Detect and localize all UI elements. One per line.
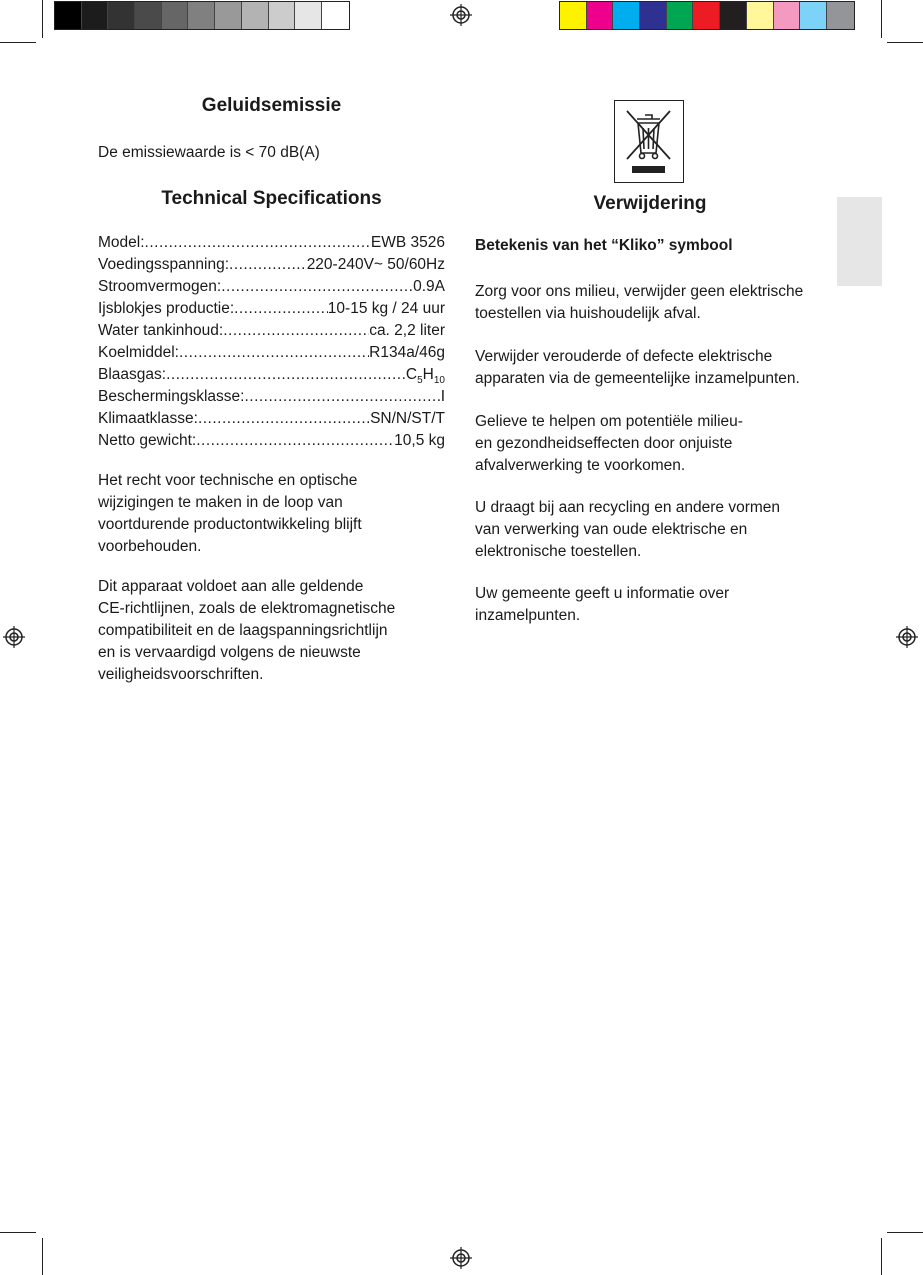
spec-row xyxy=(98,430,445,452)
noise-emission-text: De emissiewaarde is < 70 dB(A) xyxy=(98,144,320,161)
crop-mark xyxy=(0,1232,36,1233)
color-swatch xyxy=(108,2,135,29)
spec-value: EWB 3526 xyxy=(370,234,445,251)
spec-label: Ijsblokjes productie: xyxy=(98,300,235,317)
registration-mark-icon xyxy=(450,1247,472,1269)
registration-mark-icon xyxy=(896,626,918,648)
color-swatch xyxy=(693,2,720,29)
crop-mark xyxy=(0,42,36,43)
spec-leader-dots xyxy=(179,342,369,364)
color-swatch xyxy=(800,2,827,29)
spec-leader-dots xyxy=(196,430,394,452)
crop-mark xyxy=(42,0,43,38)
color-swatch xyxy=(162,2,189,29)
spec-label: Stroomvermogen: xyxy=(98,278,222,295)
spec-formula-h-sub: 10 xyxy=(433,375,445,387)
color-swatch xyxy=(774,2,801,29)
process-color-bar xyxy=(559,1,855,30)
spec-label: Blaasgas: xyxy=(98,366,167,383)
color-swatch xyxy=(55,2,82,29)
spec-formula-c-sub: 5 xyxy=(417,375,423,387)
grayscale-color-bar xyxy=(54,1,350,30)
spec-formula-h: H xyxy=(422,366,434,383)
spec-value: 0.9A xyxy=(413,278,445,295)
color-swatch xyxy=(82,2,109,29)
color-swatch xyxy=(667,2,694,29)
crop-mark xyxy=(881,0,882,38)
spec-row xyxy=(98,232,445,254)
color-swatch xyxy=(188,2,215,29)
spec-label: Netto gewicht: xyxy=(98,432,197,449)
color-swatch xyxy=(640,2,667,29)
spec-label: Voedingsspanning: xyxy=(98,256,230,273)
disposal-paragraph: Zorg voor ons milieu, verwijder geen elektrische toestellen via huishoudelijk afval. xyxy=(475,283,804,322)
disposal-paragraph: Gelieve te helpen om potentiële milieu- en gezondheidseffecten door onjuiste afvalverwerking te voorkomen. xyxy=(475,413,743,474)
language-side-tab xyxy=(837,197,882,286)
color-swatch xyxy=(269,2,296,29)
spec-label: Water tankinhoud: xyxy=(98,322,224,339)
spec-label: Koelmiddel: xyxy=(98,344,179,361)
spec-row xyxy=(98,386,445,408)
registration-mark-icon xyxy=(450,4,472,26)
spec-row xyxy=(98,276,445,298)
weee-crossed-bin-icon xyxy=(614,100,684,183)
registration-mark-icon xyxy=(3,626,25,648)
spec-formula-c: C xyxy=(405,366,418,383)
specifications-list xyxy=(98,232,445,452)
spec-leader-dots xyxy=(198,408,370,430)
spec-value: ca. 2,2 liter xyxy=(369,322,445,339)
color-swatch xyxy=(560,2,587,29)
spec-label: Model: xyxy=(98,234,145,251)
spec-value: I xyxy=(440,388,445,405)
disposal-paragraph: U draagt bij aan recycling en andere vormen van verwerking van oude elektrische en elektronische toestellen. xyxy=(475,499,781,560)
spec-value: 220-240V~ 50/60Hz xyxy=(306,256,445,273)
spec-label: Klimaatklasse: xyxy=(98,410,198,427)
color-swatch xyxy=(295,2,322,29)
spec-row xyxy=(98,342,445,364)
crop-mark xyxy=(887,42,923,43)
color-swatch xyxy=(587,2,614,29)
spec-label: Beschermingsklasse: xyxy=(98,388,245,405)
color-swatch xyxy=(613,2,640,29)
technical-specifications-heading: Technical Specifications xyxy=(161,188,382,209)
color-swatch xyxy=(322,2,349,29)
color-swatch xyxy=(215,2,242,29)
disposal-paragraph: Uw gemeente geeft u informatie over inzamelpunten. xyxy=(475,585,730,624)
color-swatch xyxy=(720,2,747,29)
spec-leader-dots xyxy=(234,298,328,320)
spec-leader-dots xyxy=(223,320,369,342)
spec-leader-dots xyxy=(221,276,413,298)
spec-leader-dots xyxy=(229,254,307,276)
spec-row xyxy=(98,254,445,276)
spec-row xyxy=(98,364,445,386)
crop-mark xyxy=(42,1238,43,1275)
spec-leader-dots xyxy=(166,364,406,386)
crop-mark xyxy=(887,1232,923,1233)
color-swatch xyxy=(747,2,774,29)
spec-leader-dots xyxy=(244,386,440,408)
spec-row xyxy=(98,320,445,342)
noise-emission-heading: Geluidsemissie xyxy=(201,95,342,116)
spec-value xyxy=(406,364,445,386)
crop-mark xyxy=(881,1238,882,1275)
spec-row xyxy=(98,298,445,320)
color-swatch xyxy=(242,2,269,29)
product-changes-notice: Het recht voor technische en optische wijzigingen te maken in de loop van voortdurende productontwikkeling blijft voorbehouden. xyxy=(98,472,362,555)
disposal-heading: Verwijdering xyxy=(593,193,707,214)
spec-value: SN/N/ST/T xyxy=(370,410,445,427)
kliko-symbol-heading: Betekenis van het “Kliko” symbool xyxy=(475,237,733,254)
disposal-paragraph: Verwijder verouderde of defecte elektrische apparaten via de gemeentelijke inzamelpunten. xyxy=(475,348,800,387)
spec-value: R134a/46g xyxy=(369,344,445,361)
spec-value: 10-15 kg / 24 uur xyxy=(327,300,445,317)
spec-value: 10,5 kg xyxy=(394,432,445,449)
spec-leader-dots xyxy=(145,232,371,254)
spec-row xyxy=(98,408,445,430)
color-swatch xyxy=(827,2,854,29)
color-swatch xyxy=(135,2,162,29)
ce-compliance-notice: Dit apparaat voldoet aan alle geldende CE-richtlijnen, zoals de elektromagnetische compatibiliteit en de laagspanningsrichtlijn en is vervaardigd volgens de nieuwste veiligheidsvoorschriften. xyxy=(98,578,396,683)
